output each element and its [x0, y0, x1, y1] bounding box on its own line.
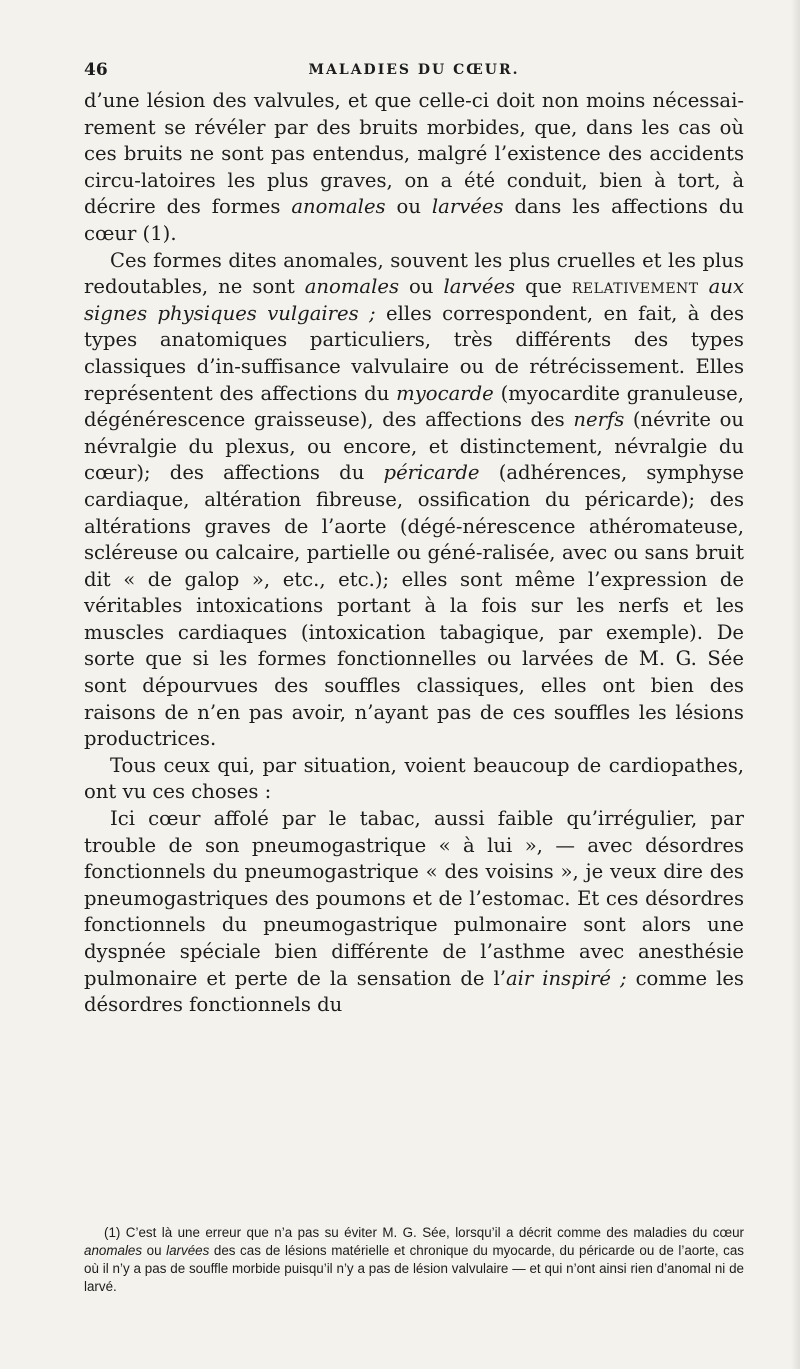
italic-run: aux signes physiques vulgaires ;	[84, 275, 745, 325]
italic-run: anomales	[304, 275, 400, 299]
italic-run: anomales	[84, 1243, 143, 1258]
paragraph-1	[84, 88, 744, 248]
text-run: dans les affections du cœur (1).	[84, 195, 744, 245]
italic-run: larvées	[443, 275, 516, 299]
paragraph-3: Tous ceux qui, par situation, voient beaucoup de cardiopathes, ont vu ces choses :	[84, 753, 744, 804]
text-run: (1) C’est là une erreur que n’a pas su éviter M. G. Sée, lorsqu’il a décrit comme des maladies du cœur	[104, 1225, 744, 1240]
page-edge-shadow	[791, 0, 800, 1369]
text-run: d’une lésion des valvules, et que celle-ci doit non moins nécessai-rement se révéler par des bruits morbides, que, dans les cas où ces bruits ne sont pas entendus, malgré l’existence des accidents circu-latoires les plus graves, on a été conduit, bien à tort, à décrire des formes	[84, 89, 744, 219]
footnote	[84, 1224, 744, 1296]
italic-run: anomales	[291, 195, 386, 219]
text-run: ou	[142, 1243, 167, 1258]
text-run: (névrite ou névralgie du plexus, ou encore, et distinctement, névralgie du cœur); des affections du	[84, 408, 744, 485]
text-run: ou	[399, 275, 444, 299]
italic-run: larvées	[431, 195, 504, 219]
page-number: 46	[84, 60, 108, 80]
italic-run: péricarde	[383, 461, 480, 485]
text-run: comme les désordres fonctionnels du	[84, 966, 744, 1017]
text-run: ou	[385, 195, 432, 219]
text-run: Ici cœur affolé par le tabac, aussi faible qu’irrégulier, par trouble de son pneumogastrique « à lui », — avec désordres fonctionnels du pneumogastrique « des voisins », je veux dire des pneumogastriques des poumons et de l’estomac. Et ces désordres fonctionnels du pneumogastrique pulmonaire sont alors une dyspnée spéciale bien différente de l’asthme avec anesthésie pulmonaire et perte de la sensation de l’	[84, 807, 744, 990]
paragraph-4	[84, 806, 744, 1019]
running-head	[84, 57, 744, 83]
text-run: Ces formes dites anomales, souvent les plus cruelles et les plus redoutables, ne sont	[84, 248, 744, 299]
text-run: que	[515, 275, 572, 299]
italic-run: myocarde	[396, 381, 494, 405]
italic-run: nerfs	[573, 408, 625, 432]
text-run: (adhérences, symphyse cardiaque, altération fibreuse, ossification du péricarde); des altérations graves de l’aorte (dégé-nérescence athéromateuse, scléreuse ou calcaire, partielle ou géné-ralisée, avec ou sans bruit dit « de galop », etc., etc.); elles sont même l’expression de véritables intoxications portant à la fois sur les nerfs et les muscles cardiaques (intoxication tabagique, par exemple). De sorte que si les formes fonctionnelles ou larvées de M. G. Sée sont dépourvues des souffles classiques, elles ont bien des raisons de n’en pas avoir, n’ayant pas de ces souffles les lésions productrices.	[84, 461, 744, 751]
text-run: elles correspondent, en fait, à des types anatomiques particuliers, très différents des types classiques d’in-suffisance valvulaire ou de rétrécissement. Elles représentent des affections du	[84, 301, 745, 405]
running-title: MALADIES DU CŒUR.	[308, 62, 520, 78]
text-run: (myocardite granuleuse, dégénérescence graisseuse), des affections des	[84, 381, 744, 432]
small-caps-run: relativement	[571, 275, 699, 299]
italic-run: larvées	[166, 1243, 210, 1258]
paragraph-2	[84, 248, 744, 753]
italic-run: air inspiré ;	[505, 966, 627, 990]
text-run	[699, 275, 709, 298]
text-run: des cas de lésions matérielle et chronique du myocarde, du péricarde ou de l’aorte, cas où il n’y a pas de souffle morbide puisqu’il n’y a pas de lésion valvulaire — et qui n’ont ainsi rien d’anomal ni de larvé.	[84, 1243, 744, 1294]
body-text	[84, 88, 744, 1019]
